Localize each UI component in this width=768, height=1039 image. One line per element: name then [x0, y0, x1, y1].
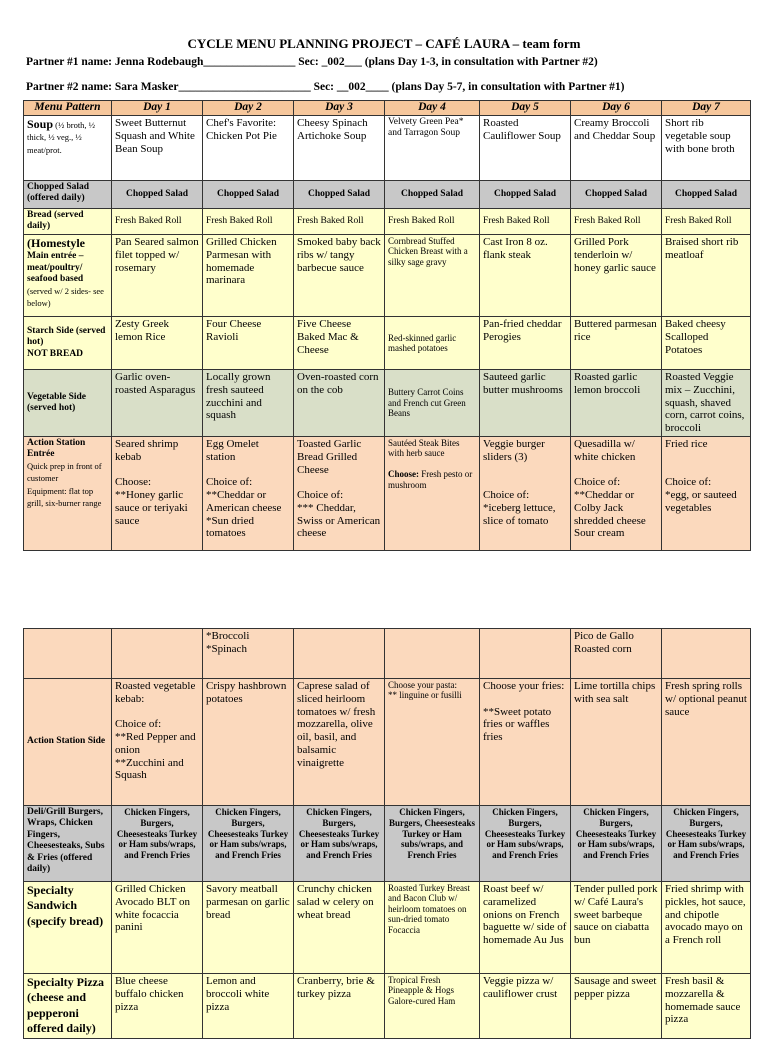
menu-cell: Caprese salad of sliced heirloom tomatoes w/ fresh mozzarella, olive oil, basil, and balsamic vinaigrette [294, 679, 385, 806]
menu-cell: Chopped Salad [662, 181, 751, 209]
form-title: CYCLE MENU PLANNING PROJECT – CAFÉ LAURA – team form [187, 36, 581, 51]
menu-cell: Lemon and broccoli white pizza [203, 974, 294, 1039]
menu-cell: Creamy Broccoli and Cheddar Soup [571, 116, 662, 181]
col-header: Day 7 [662, 101, 751, 116]
col-header: Day 5 [480, 101, 571, 116]
menu-cell: Buttery Carrot Coins and French cut Green Beans [385, 370, 480, 437]
menu-cell: Toasted Garlic Bread Grilled Cheese Choice of: *** Cheddar, Swiss or American cheese [294, 437, 385, 551]
row-label: Chopped Salad (offered daily) [24, 181, 112, 209]
menu-cell: Lime tortilla chips with sea salt [571, 679, 662, 806]
menu-cell: Grilled Chicken Avocado BLT on white focaccia panini [112, 882, 203, 974]
menu-cell: Cornbread Stuffed Chicken Breast with a silky sage gravy [385, 235, 480, 317]
menu-cell: Fresh Baked Roll [203, 209, 294, 235]
col-header: Day 2 [203, 101, 294, 116]
row-label: Vegetable Side (served hot) [24, 370, 112, 437]
menu-cell: Zesty Greek lemon Rice [112, 317, 203, 370]
header-row [24, 101, 751, 116]
menu-cell: Roasted vegetable kebab: Choice of: **Red Pepper and onion **Zucchini and Squash [112, 679, 203, 806]
menu-cell: Four Cheese Ravioli [203, 317, 294, 370]
col-header: Day 6 [571, 101, 662, 116]
entree-row [24, 235, 751, 317]
menu-cell: Veggie pizza w/ cauliflower crust [480, 974, 571, 1039]
row-label: Soup (½ broth, ½ thick, ½ veg., ½ meat/prot. [24, 116, 112, 181]
menu-cell: Tender pulled pork w/ Café Laura's sweet barbeque sauce on ciabatta bun [571, 882, 662, 974]
menu-cell: Short rib vegetable soup with bone broth [662, 116, 751, 181]
menu-cell: Choose your pasta: ** linguine or fusilli [385, 679, 480, 806]
menu-cell: Crispy hashbrown potatoes [203, 679, 294, 806]
specialty-sandwich-row [24, 882, 751, 974]
row-label: Action Station Side [24, 679, 112, 806]
menu-cell: Sautéed Steak Bites with herb sauce Choose: Fresh pesto or mushroom [385, 437, 480, 551]
menu-cell: Roasted Turkey Breast and Bacon Club w/ heirloom tomatoes on sun-dried tomato Focaccia [385, 882, 480, 974]
menu-cell: Grilled Pork tenderloin w/ honey garlic sauce [571, 235, 662, 317]
row-label: Deli/Grill Burgers, Wraps, Chicken Fingers, Cheesesteaks, Subs & Fries (offered daily) [24, 806, 112, 882]
menu-cell: *Broccoli *Spinach [203, 629, 294, 679]
menu-cell: Buttered parmesan rice [571, 317, 662, 370]
menu-table-lower [23, 628, 751, 1039]
menu-cell: Chopped Salad [480, 181, 571, 209]
menu-cell: Chopped Salad [571, 181, 662, 209]
menu-cell: Cranberry, brie & turkey pizza [294, 974, 385, 1039]
menu-cell: Fresh Baked Roll [571, 209, 662, 235]
menu-cell: Fresh Baked Roll [662, 209, 751, 235]
menu-cell: Chicken Fingers, Burgers, Cheesesteaks Turkey or Ham subs/wraps, and French Fries [385, 806, 480, 882]
menu-cell: Blue cheese buffalo chicken pizza [112, 974, 203, 1039]
menu-cell: Sausage and sweet pepper pizza [571, 974, 662, 1039]
menu-cell: Roasted Cauliflower Soup [480, 116, 571, 181]
menu-cell: Cheesy Spinach Artichoke Soup [294, 116, 385, 181]
menu-cell: Fresh spring rolls w/ optional peanut sauce [662, 679, 751, 806]
menu-cell: Grilled Chicken Parmesan with homemade marinara [203, 235, 294, 317]
soup-row [24, 116, 751, 181]
menu-cell [294, 629, 385, 679]
menu-cell: Roasted Veggie mix – Zucchini, squash, shaved corn, carrot coins, broccoli [662, 370, 751, 437]
menu-cell [112, 629, 203, 679]
row-label: Bread (served daily) [24, 209, 112, 235]
col-header: Day 3 [294, 101, 385, 116]
menu-cell: Chicken Fingers, Burgers, Cheesesteaks Turkey or Ham subs/wraps, and French Fries [203, 806, 294, 882]
col-header: Day 1 [112, 101, 203, 116]
menu-cell: Fresh Baked Roll [112, 209, 203, 235]
menu-cell: Chef's Favorite: Chicken Pot Pie [203, 116, 294, 181]
menu-cell: Locally grown fresh sauteed zucchini and squash [203, 370, 294, 437]
col-header: Menu Pattern [24, 101, 112, 116]
menu-cell: Seared shrimp kebab Choose: **Honey garlic sauce or teriyaki sauce [112, 437, 203, 551]
row-label: (Homestyle Main entrée – meat/poultry/ seafood based (served w/ 2 sides- see below) [24, 235, 112, 317]
menu-cell: Chicken Fingers, Burgers, Cheesesteaks Turkey or Ham subs/wraps, and French Fries [294, 806, 385, 882]
menu-cell: Chopped Salad [385, 181, 480, 209]
menu-cell: Sauteed garlic butter mushrooms [480, 370, 571, 437]
menu-cell: Red-skinned garlic mashed potatoes [385, 317, 480, 370]
partner-1-line: Partner #1 name: Jenna Rodebaugh________________ Sec: _002___ (plans Day 1-3, in consultation with Partner #2) [26, 56, 598, 68]
vegetable-row [24, 370, 751, 437]
menu-cell: Pico de Gallo Roasted corn [571, 629, 662, 679]
menu-cell: Chopped Salad [294, 181, 385, 209]
menu-cell: Egg Omelet station Choice of: **Cheddar or American cheese *Sun dried tomatoes [203, 437, 294, 551]
menu-table-upper [23, 100, 751, 551]
menu-cell [480, 629, 571, 679]
action-entree-row [24, 437, 751, 551]
salad-row [24, 181, 751, 209]
menu-cell: Fried rice Choice of: *egg, or sauteed vegetables [662, 437, 751, 551]
menu-cell: Fresh Baked Roll [385, 209, 480, 235]
menu-cell: Fresh basil & mozzarella & homemade sauce pizza [662, 974, 751, 1039]
starch-row [24, 317, 751, 370]
menu-cell [662, 629, 751, 679]
menu-cell: Five Cheese Baked Mac & Cheese [294, 317, 385, 370]
menu-cell: Chopped Salad [203, 181, 294, 209]
menu-cell: Crunchy chicken salad w celery on wheat bread [294, 882, 385, 974]
menu-cell: Fried shrimp with pickles, hot sauce, and chipotle avocado mayo on a French roll [662, 882, 751, 974]
menu-cell: Garlic oven-roasted Asparagus [112, 370, 203, 437]
menu-cell: Fresh Baked Roll [294, 209, 385, 235]
menu-cell: Pan-fried cheddar Perogies [480, 317, 571, 370]
specialty-pizza-row [24, 974, 751, 1039]
row-label: Action Station Entrée Quick prep in front of customer Equipment: flat top grill, six-burner range [24, 437, 112, 551]
menu-cell: Roast beef w/ caramelized onions on French baguette w/ side of homemade Au Jus [480, 882, 571, 974]
menu-cell: Quesadilla w/ white chicken Choice of: **Cheddar or Colby Jack shredded cheese Sour cream [571, 437, 662, 551]
row-label: Starch Side (served hot) NOT BREAD [24, 317, 112, 370]
deli-grill-row [24, 806, 751, 882]
menu-cell: Veggie burger sliders (3) Choice of: *iceberg lettuce, slice of tomato [480, 437, 571, 551]
action-side-row [24, 679, 751, 806]
col-header: Day 4 [385, 101, 480, 116]
menu-cell: Savory meatball parmesan on garlic bread [203, 882, 294, 974]
menu-cell: Braised short rib meatloaf [662, 235, 751, 317]
menu-cell: Tropical Fresh Pineapple & Hogs Galore-cured Ham [385, 974, 480, 1039]
menu-cell: Chopped Salad [112, 181, 203, 209]
menu-cell: Chicken Fingers, Burgers, Cheesesteaks Turkey or Ham subs/wraps, and French Fries [662, 806, 751, 882]
menu-cell: Smoked baby back ribs w/ tangy barbecue sauce [294, 235, 385, 317]
partner-2-line: Partner #2 name: Sara Masker_______________________ Sec: __002____ (plans Day 5-7, in consultation with Partner #1) [26, 81, 625, 93]
menu-cell: Chicken Fingers, Burgers, Cheesesteaks Turkey or Ham subs/wraps, and French Fries [480, 806, 571, 882]
menu-cell: Chicken Fingers, Burgers, Cheesesteaks Turkey or Ham subs/wraps, and French Fries [571, 806, 662, 882]
action-entree-continued-row [24, 629, 751, 679]
menu-cell: Velvety Green Pea* and Tarragon Soup [385, 116, 480, 181]
menu-cell: Roasted garlic lemon broccoli [571, 370, 662, 437]
menu-cell: Choose your fries: **Sweet potato fries or waffles fries [480, 679, 571, 806]
menu-cell: Pan Seared salmon filet topped w/ rosemary [112, 235, 203, 317]
row-label: Specialty Sandwich (specify bread) [24, 882, 112, 974]
menu-cell: Cast Iron 8 oz. flank steak [480, 235, 571, 317]
bread-row [24, 209, 751, 235]
menu-cell [385, 629, 480, 679]
menu-cell: Baked cheesy Scalloped Potatoes [662, 317, 751, 370]
row-label: Specialty Pizza (cheese and pepperoni offered daily) [24, 974, 112, 1039]
menu-cell: Fresh Baked Roll [480, 209, 571, 235]
row-label [24, 629, 112, 679]
menu-cell: Chicken Fingers, Burgers, Cheesesteaks Turkey or Ham subs/wraps, and French Fries [112, 806, 203, 882]
menu-cell: Sweet Butternut Squash and White Bean Soup [112, 116, 203, 181]
menu-cell: Oven-roasted corn on the cob [294, 370, 385, 437]
